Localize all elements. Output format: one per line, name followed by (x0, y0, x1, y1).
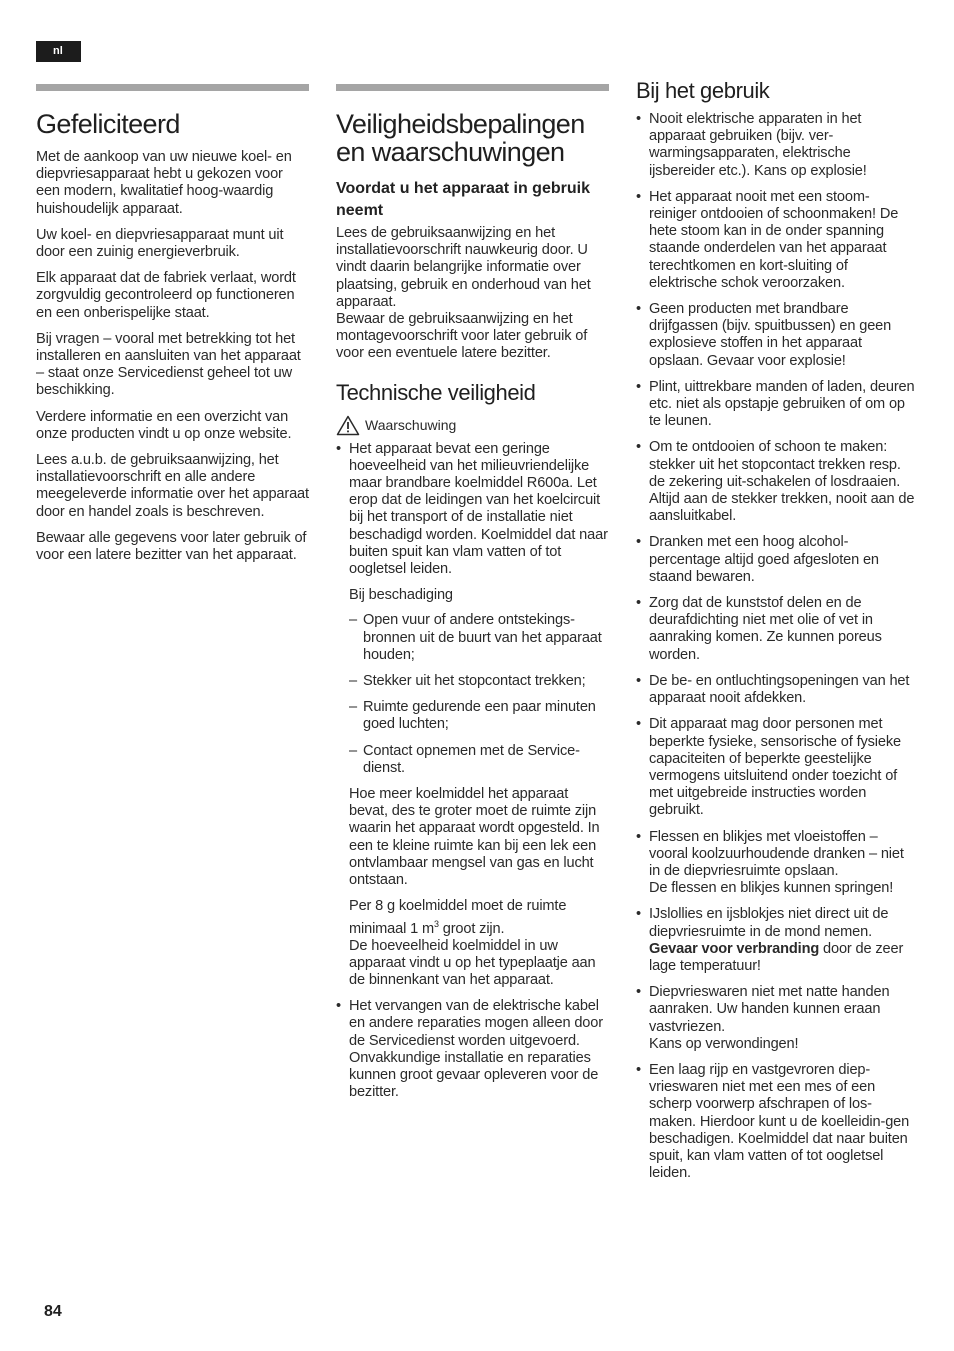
usage-list (636, 111, 916, 1182)
list-item-extra: Altijd aan de stekker trekken, nooit aan de aansluitkabel. (649, 491, 915, 525)
paragraph (349, 898, 609, 937)
list-item: • Nooit elektrische apparaten in het apparaat gebruiken (bijv. ver-warmingsapparaten, elektrische ijsbereider etc.). Kans op explosie! (636, 111, 916, 180)
dash-item: – Contact opnemen met de Service-dienst. (349, 743, 609, 777)
superscript: 3 (433, 918, 439, 929)
warning-label (336, 415, 609, 436)
damage-heading: Bij beschadiging (349, 587, 453, 604)
list-item-extra: door de zeer lage temperatuur! (649, 940, 904, 974)
section-title: Bij het gebruik (636, 78, 770, 103)
page-number: 84 (44, 1303, 62, 1320)
section-rule (36, 84, 309, 91)
damage-list (349, 612, 609, 777)
list-item: • Het apparaat nooit met een stoom-reiniger ontdooien of schoonmaken! De hete stoom kan in de onder spanning staande onderdelen van het apparaat terechtkomen en kort-sluiting of elektrische schok veroorzaken. (636, 189, 916, 292)
paragraph: De hoeveelheid koelmiddel in uw apparaat vindt u op het typeplaatje aan de binnenkant van het apparaat. (349, 937, 596, 988)
list-item-text: • Om te ontdooien of schoon te maken: stekker uit het stopcontact trekken resp. de zekering uit-schakelen of losdraaien. (649, 439, 901, 490)
list-item: • Een laag rijp en vastgevroren diep-vrieswaren niet met een mes of een scherp voorwerp afschrapen of los-maken. Hierdoor kunt u de koelleidin-gen beschadigen. Koelmiddel dat naar buiten spuit, kan vlam vatten of tot oogletsel leiden. (636, 1062, 916, 1182)
list-item: • Geen producten met brandbare drijfgassen (bijv. spuitbussen) en geen explosieve stoffen in het apparaat opslaan. Gevaar voor explosie! (636, 301, 916, 370)
column-usage (636, 78, 916, 1191)
list-item-text: IJslollies en ijsblokjes niet direct uit de diepvriesruimte in de mond nemen. (649, 906, 889, 940)
language-tab: nl (36, 41, 81, 62)
list-item: • Zorg dat de kunststof delen en de deurafdichting niet met olie of vet in aanraking komen. Ze kunnen poreus worden. (636, 595, 916, 664)
paragraph: Bij vragen – vooral met betrekking tot het installeren en aansluiten van het apparaat – staat onze Servicedienst geheel tot uw beschikking. (36, 330, 301, 399)
coolant-text: Per 8 g koelmiddel moet de ruimte minimaal 1 m (349, 898, 567, 937)
list-item-text: • Flessen en blikjes met vloeistoffen – vooral koolzuurhoudende dranken – niet in de diepvriesruimte opslaan. (649, 828, 904, 879)
paragraph: Lees de gebruiksaanwijzing en het installatievoorschrift nauwkeurig door. U vindt daarin belangrijke informatie over plaatsing, gebruik en onderhoud van het apparaat. (336, 225, 591, 310)
warning-text: Waarschuwing (365, 416, 457, 433)
list-item-bold: Gevaar voor verbranding (649, 940, 820, 957)
section-title (336, 110, 609, 166)
paragraph: Uw koel- en diepvriesapparaat munt uit door een zuinig energieverbruik. (36, 226, 284, 261)
safety-list (336, 441, 609, 1102)
coolant-text: groot zijn. (438, 920, 505, 937)
list-item: • Het vervangen van de elektrische kabel en andere reparaties mogen alleen door de Servicedienst worden uitgevoerd. Onvakkundige installatie en reparaties kunnen groot gevaar opleveren voor de bezitter. (336, 998, 609, 1101)
subsection-heading: Voordat u het apparaat in gebruik neemt (336, 180, 590, 219)
column-safety (336, 84, 609, 1110)
list-item-extra: Kans op verwondingen! (649, 1035, 799, 1052)
list-item (336, 441, 609, 990)
paragraph: Met de aankoop van uw nieuwe koel- en diepvriesapparaat hebt u gekozen voor een modern, kwalitatief hoog-waardig huishoudelijk apparaat. (36, 149, 292, 217)
list-item (636, 984, 916, 1053)
list-item-text: Het apparaat bevat een geringe hoeveelheid van het milieuvriendelijke maar brandbare koelmiddel R600a. Let erop dat de leidingen van het koelcircuit bij het transport of de installatie niet beschadigd worden. Koelmiddel dat naar buiten spuit kan vlam vatten of tot oogletsel leiden. (349, 440, 608, 578)
paragraph: Bewaar alle gegevens voor later gebruik of voor een latere bezitter van het apparaat. (36, 529, 307, 564)
paragraph: Lees a.u.b. de gebruiksaanwijzing, het installatievoorschrift en alle andere meegeleverde informatie over het apparaat door en handel zoals is beschreven. (36, 452, 309, 520)
dash-item: – Stekker uit het stopcontact trekken; (349, 673, 609, 690)
list-item (636, 906, 916, 975)
paragraph: Verdere informatie en een overzicht van onze producten vindt u op onze website. (36, 408, 292, 442)
section-rule (336, 84, 609, 91)
paragraph: Bewaar de gebruiksaanwijzing en het montagevoorschrift voor later gebruik of voor een eventuele latere bezitter. (336, 311, 588, 362)
title-line: Veiligheidsbepalingen (336, 109, 585, 139)
dash-item: – Open vuur of andere ontstekings-bronnen uit de buurt van het apparaat houden; (349, 612, 609, 664)
title-line: en waarschuwingen (336, 137, 565, 167)
warning-icon (336, 415, 360, 436)
section-title: Gefeliciteerd (36, 109, 180, 139)
list-item (636, 829, 916, 898)
paragraph: Elk apparaat dat de fabriek verlaat, wordt zorgvuldig gecontroleerd op functioneren en een onberispelijke staat. (36, 270, 296, 321)
list-item-text: • Diepvrieswaren niet met natte handen aanraken. Uw handen kunnen eraan vastvriezen. (649, 984, 890, 1035)
column-congratulations (36, 84, 309, 573)
list-item: • Plint, uittrekbare manden of laden, deuren etc. niet als opstapje gebruiken of om op te leunen. (636, 379, 916, 431)
list-item-extra: De flessen en blikjes kunnen springen! (649, 880, 894, 897)
list-item: • Dranken met een hoog alcohol-percentage altijd goed afgesloten en staand bewaren. (636, 534, 916, 586)
subsection-title: Technische veiligheid (336, 379, 536, 405)
dash-item: – Ruimte gedurende een paar minuten goed luchten; (349, 699, 609, 733)
damage-block (349, 587, 609, 989)
list-item: • Dit apparaat mag door personen met beperkte fysieke, sensorische of fysieke capaciteiten of beperkte geestelijke vermogens uitsluitend onder toezicht of met uitgebreide instructies worden gebruikt. (636, 716, 916, 819)
paragraph: Hoe meer koelmiddel het apparaat bevat, des te groter moet de ruimte zijn waarin het apparaat wordt opgesteld. In een te kleine ruimte kan bij een lek een ontvlambaar mengsel van gas en lucht ontstaan. (349, 786, 600, 889)
list-item (636, 439, 916, 525)
list-item: • De be- en ontluchtingsopeningen van het apparaat nooit afdekken. (636, 673, 916, 707)
